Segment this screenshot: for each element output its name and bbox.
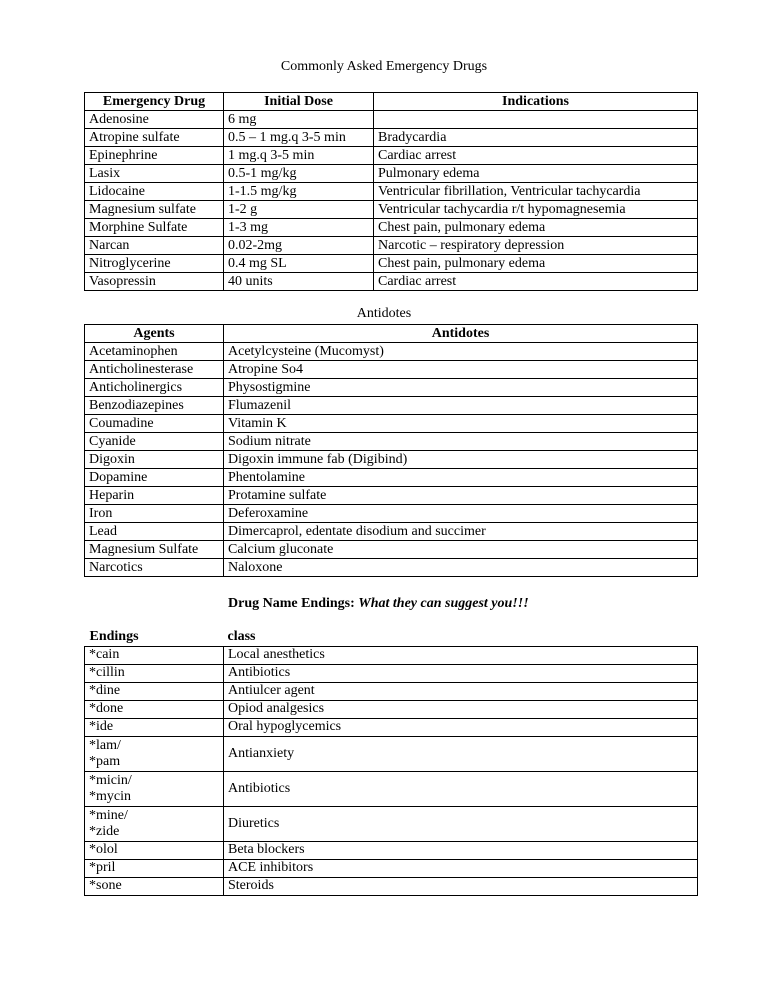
initial-dose-cell: 6 mg — [224, 111, 374, 129]
class-cell: Diuretics — [224, 806, 698, 841]
indications-cell: Chest pain, pulmonary edema — [374, 219, 698, 237]
table-row — [85, 682, 698, 700]
class-cell: Opiod analgesics — [224, 700, 698, 718]
table-row — [85, 505, 698, 523]
antidote-cell: Vitamin K — [224, 415, 698, 433]
drug-name-cell: Adenosine — [85, 111, 224, 129]
antidotes-table — [84, 324, 698, 577]
agent-cell: Narcotics — [85, 559, 224, 577]
ending-cell — [85, 718, 224, 736]
column-header: Emergency Drug — [85, 93, 224, 111]
ending-text: *ide — [89, 719, 114, 734]
antidote-cell: Flumazenil — [224, 397, 698, 415]
indications-cell — [374, 111, 698, 129]
ending-cell — [85, 646, 224, 664]
drug-endings-table — [84, 628, 698, 896]
ending-text: *mine/ — [89, 807, 128, 823]
initial-dose-cell: 1-2 g — [224, 201, 374, 219]
table-row — [85, 841, 698, 859]
indications-cell: Pulmonary edema — [374, 165, 698, 183]
column-header: Antidotes — [224, 325, 698, 343]
column-header: Agents — [85, 325, 224, 343]
ending-text: *cain — [89, 647, 120, 662]
column-header: class — [224, 628, 698, 646]
heading-emphasis: What they can suggest you!!! — [358, 596, 529, 611]
class-cell: Antibiotics — [224, 771, 698, 806]
table-row — [85, 273, 698, 291]
table-row — [85, 219, 698, 237]
column-header: Indications — [374, 93, 698, 111]
table-header-row — [85, 628, 698, 646]
table-row — [85, 397, 698, 415]
table-row — [85, 700, 698, 718]
ending-cell — [85, 859, 224, 877]
ending-cell — [85, 664, 224, 682]
agent-cell: Heparin — [85, 487, 224, 505]
ending-text: *pam — [89, 753, 121, 769]
ending-cell — [85, 700, 224, 718]
table-row — [85, 361, 698, 379]
antidote-cell: Atropine So4 — [224, 361, 698, 379]
antidote-cell: Physostigmine — [224, 379, 698, 397]
antidotes-title: Antidotes — [356, 306, 412, 321]
antidote-cell: Sodium nitrate — [224, 433, 698, 451]
table-row — [85, 541, 698, 559]
ending-cell — [85, 736, 224, 771]
table-row — [85, 771, 698, 806]
heading-label: Drug Name Endings: — [228, 596, 355, 611]
initial-dose-cell: 1-1.5 mg/kg — [224, 183, 374, 201]
column-header: Initial Dose — [224, 93, 374, 111]
ending-cell — [85, 877, 224, 895]
drug-name-cell: Epinephrine — [85, 147, 224, 165]
ending-cell — [85, 771, 224, 806]
antidote-cell: Deferoxamine — [224, 505, 698, 523]
table-row — [85, 559, 698, 577]
ending-text: *lam/ — [89, 737, 121, 753]
table-row — [85, 111, 698, 129]
table-row — [85, 664, 698, 682]
drug-name-cell: Nitroglycerine — [85, 255, 224, 273]
class-cell: Steroids — [224, 877, 698, 895]
class-cell: Oral hypoglycemics — [224, 718, 698, 736]
initial-dose-cell: 0.5-1 mg/kg — [224, 165, 374, 183]
drug-name-cell: Lasix — [85, 165, 224, 183]
class-cell: Antibiotics — [224, 664, 698, 682]
ending-cell — [85, 841, 224, 859]
indications-cell: Ventricular fibrillation, Ventricular tachycardia — [374, 183, 698, 201]
class-cell: Antianxiety — [224, 736, 698, 771]
ending-text: *micin/ — [89, 772, 132, 788]
antidote-cell: Digoxin immune fab (Digibind) — [224, 451, 698, 469]
antidote-cell: Calcium gluconate — [224, 541, 698, 559]
antidote-cell: Protamine sulfate — [224, 487, 698, 505]
column-header: Endings — [85, 628, 224, 646]
drug-name-cell: Atropine sulfate — [85, 129, 224, 147]
ending-text: *mycin — [89, 788, 131, 804]
table-row — [85, 147, 698, 165]
class-cell: Local anesthetics — [224, 646, 698, 664]
table-header-row — [85, 325, 698, 343]
table-row — [85, 183, 698, 201]
antidote-cell: Dimercaprol, edentate disodium and succimer — [224, 523, 698, 541]
agent-cell: Digoxin — [85, 451, 224, 469]
agent-cell: Coumadine — [85, 415, 224, 433]
emergency-drugs-table — [84, 92, 698, 291]
initial-dose-cell: 0.5 – 1 mg.q 3-5 min — [224, 129, 374, 147]
ending-text: *zide — [89, 823, 120, 839]
table-row — [85, 255, 698, 273]
antidote-cell: Naloxone — [224, 559, 698, 577]
initial-dose-cell: 1 mg.q 3-5 min — [224, 147, 374, 165]
ending-text: *pril — [89, 860, 116, 875]
drug-name-cell: Lidocaine — [85, 183, 224, 201]
table-header-row — [85, 93, 698, 111]
drug-name-cell: Morphine Sulfate — [85, 219, 224, 237]
table-row — [85, 523, 698, 541]
table-row — [85, 877, 698, 895]
drug-name-cell: Vasopressin — [85, 273, 224, 291]
table-row — [85, 201, 698, 219]
ending-text: *sone — [89, 878, 122, 893]
agent-cell: Lead — [85, 523, 224, 541]
drug-name-cell: Magnesium sulfate — [85, 201, 224, 219]
table-row — [85, 237, 698, 255]
agent-cell: Magnesium Sulfate — [85, 541, 224, 559]
indications-cell: Chest pain, pulmonary edema — [374, 255, 698, 273]
class-cell: ACE inhibitors — [224, 859, 698, 877]
table-row — [85, 859, 698, 877]
indications-cell: Bradycardia — [374, 129, 698, 147]
class-cell: Beta blockers — [224, 841, 698, 859]
indications-cell: Cardiac arrest — [374, 147, 698, 165]
antidote-cell: Acetylcysteine (Mucomyst) — [224, 343, 698, 361]
initial-dose-cell: 0.02-2mg — [224, 237, 374, 255]
table-row — [85, 379, 698, 397]
agent-cell: Cyanide — [85, 433, 224, 451]
ending-text: *olol — [89, 842, 118, 857]
indications-cell: Narcotic – respiratory depression — [374, 237, 698, 255]
agent-cell: Iron — [85, 505, 224, 523]
table-row — [85, 718, 698, 736]
ending-cell — [85, 682, 224, 700]
agent-cell: Dopamine — [85, 469, 224, 487]
table-row — [85, 433, 698, 451]
initial-dose-cell: 0.4 mg SL — [224, 255, 374, 273]
table-row — [85, 646, 698, 664]
table-row — [85, 343, 698, 361]
class-cell: Antiulcer agent — [224, 682, 698, 700]
ending-text: *cillin — [89, 665, 125, 680]
agent-cell: Anticholinesterase — [85, 361, 224, 379]
initial-dose-cell: 40 units — [224, 273, 374, 291]
table-row — [85, 487, 698, 505]
table-row — [85, 129, 698, 147]
table-row — [85, 806, 698, 841]
table-row — [85, 415, 698, 433]
ending-text: *dine — [89, 683, 121, 698]
agent-cell: Anticholinergics — [85, 379, 224, 397]
drug-name-cell: Narcan — [85, 237, 224, 255]
agent-cell: Acetaminophen — [85, 343, 224, 361]
page-title: Commonly Asked Emergency Drugs — [280, 59, 488, 74]
indications-cell: Ventricular tachycardia r/t hypomagnesemia — [374, 201, 698, 219]
drug-endings-heading — [228, 596, 529, 612]
antidote-cell: Phentolamine — [224, 469, 698, 487]
ending-text: *done — [89, 701, 124, 716]
initial-dose-cell: 1-3 mg — [224, 219, 374, 237]
indications-cell: Cardiac arrest — [374, 273, 698, 291]
table-row — [85, 451, 698, 469]
table-row — [85, 165, 698, 183]
table-row — [85, 736, 698, 771]
ending-cell — [85, 806, 224, 841]
agent-cell: Benzodiazepines — [85, 397, 224, 415]
table-row — [85, 469, 698, 487]
